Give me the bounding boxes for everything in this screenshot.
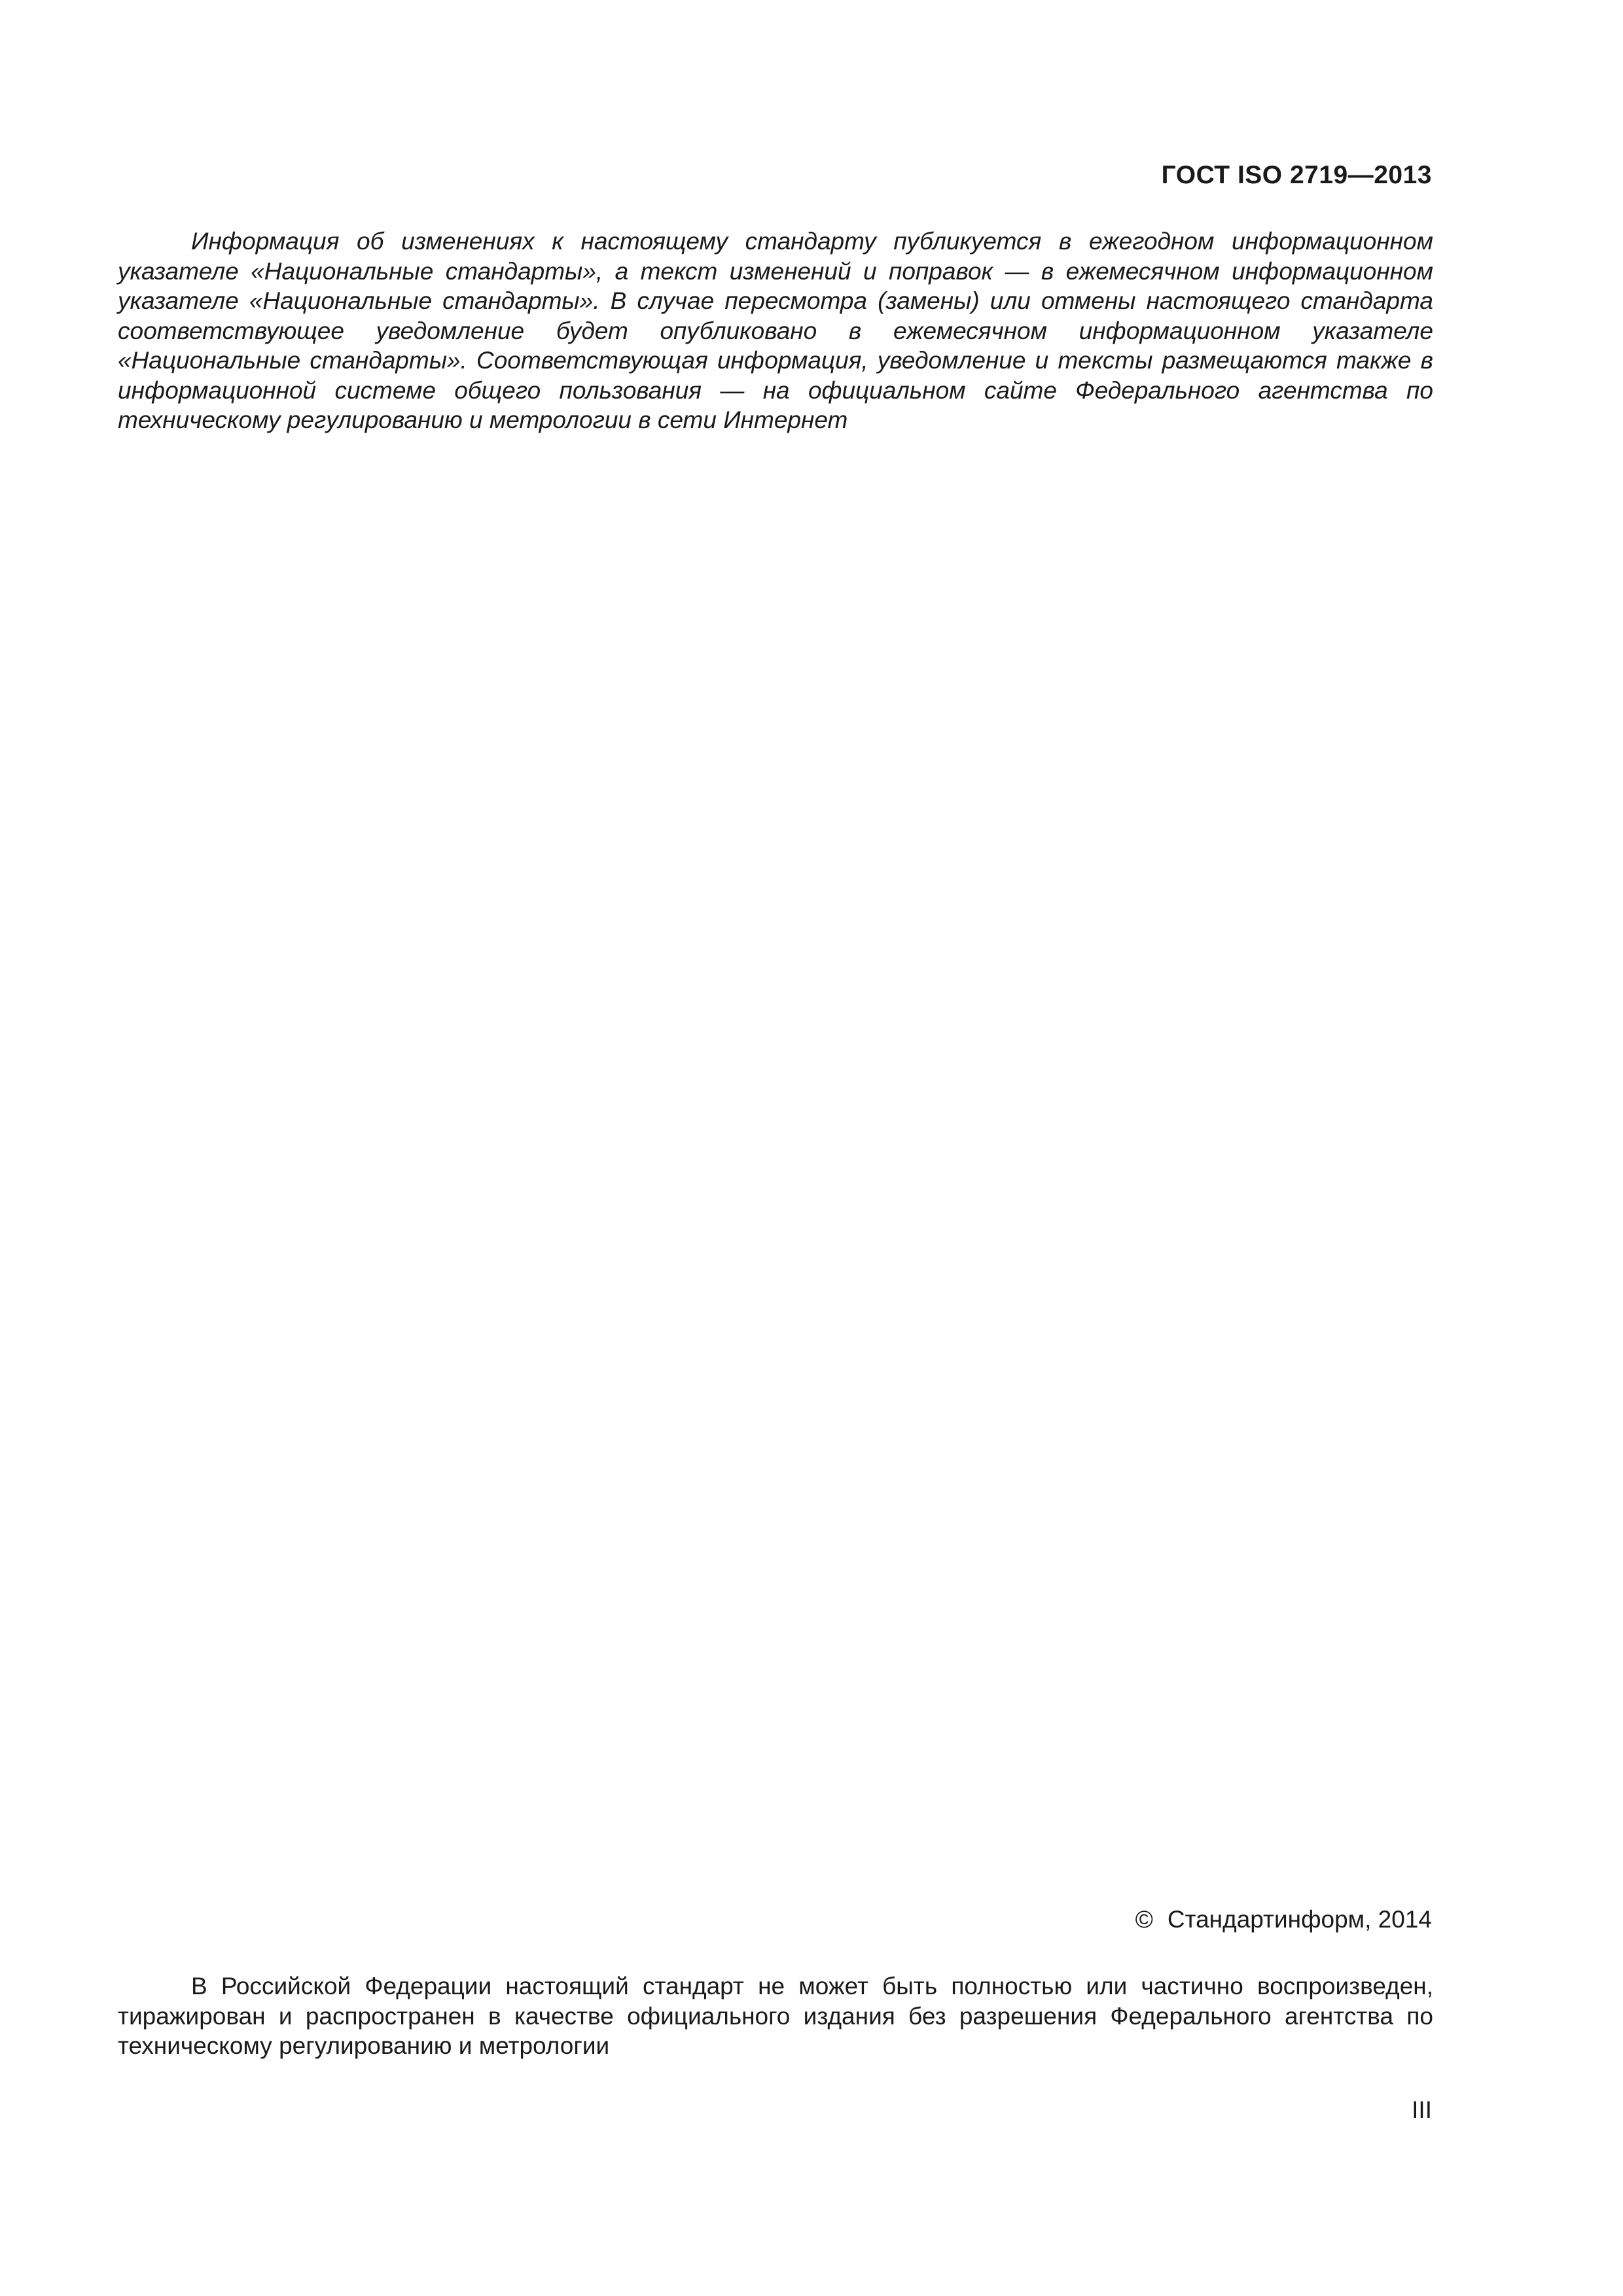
copyright-text: Стандартинформ, 2014 bbox=[1167, 1906, 1432, 1933]
copyright-line bbox=[1135, 1906, 1432, 1933]
copyright-icon: © bbox=[1135, 1906, 1153, 1933]
document-code: ГОСТ ISO 2719—2013 bbox=[1161, 161, 1432, 189]
reproduction-rights-notice: В Российской Федерации настоящий стандарт не может быть полностью или частично воспроизведен, тиражирован и распространен в качестве официального издания без разрешения Федерального агентства по техническому регулированию и метрологии bbox=[118, 1973, 1433, 2059]
amendments-notice: Информация об изменениях к настоящему стандарту публикуется в ежегодном информационном указателе «Национальные стандарты», а текст изменений и поправок — в ежемесячном информационном указателе «Национальные стандарты». В случае пересмотра (замены) или отмены настоящего стандарта соответствующее уведомление будет опубликовано в ежемесячном информационном указателе «Национальные стандарты». Соответствующая информация, уведомление и тексты размещаются также в информационной системе общего пользования — на официальном сайте Федерального агентства по техническому регулированию и метрологии в сети Интернет bbox=[118, 228, 1433, 433]
page-number: III bbox=[1412, 2096, 1432, 2123]
